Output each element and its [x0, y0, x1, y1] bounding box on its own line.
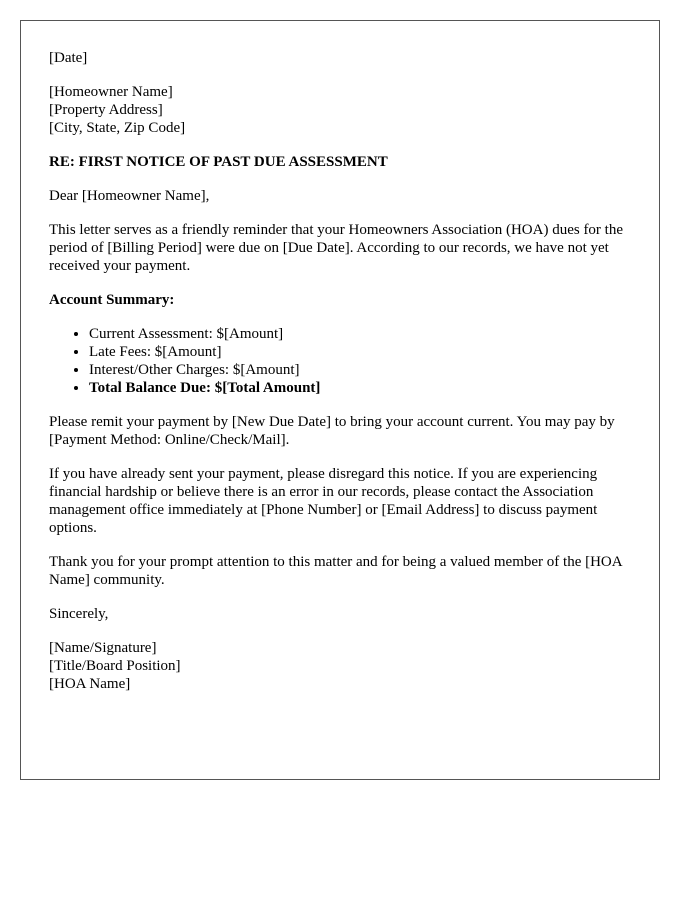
signature-title: [Title/Board Position]: [49, 658, 181, 674]
recipient-city: [City, State, Zip Code]: [49, 120, 186, 136]
intro-paragraph: This letter serves as a friendly reminder that your Homeowners Association (HOA) dues for the period of [Billing Period] were due on [Due Date]. According to our records, we have not yet received your payment.: [49, 222, 624, 274]
total-balance-item: • Total Balance Due: $[Total Amount]: [89, 379, 631, 397]
letter-date: [Date]: [49, 50, 88, 66]
signature-name: [Name/Signature]: [49, 640, 157, 656]
signature-org: [HOA Name]: [49, 676, 131, 692]
hardship-paragraph: If you have already sent your payment, please disregard this notice. If you are experiencing financial hardship or believe there is an error in our records, please contact the Association management office immediately at [Phone Number] or [Email Address] to discuss payment options.: [49, 466, 598, 536]
late-fees-item: • Late Fees: $[Amount]: [89, 343, 631, 361]
account-summary-heading: Account Summary:: [49, 292, 175, 308]
signature-block: [49, 639, 631, 693]
closing: Sincerely,: [49, 606, 109, 622]
subject-line: RE: FIRST NOTICE OF PAST DUE ASSESSMENT: [49, 154, 388, 170]
interest-charges-item: • Interest/Other Charges: $[Amount]: [89, 361, 631, 379]
salutation: Dear [Homeowner Name],: [49, 188, 210, 204]
thanks-paragraph: Thank you for your prompt attention to this matter and for being a valued member of the [HOA Name] community.: [49, 554, 622, 588]
remit-paragraph: Please remit your payment by [New Due Date] to bring your account current. You may pay by [Payment Method: Online/Check/Mail].: [49, 414, 615, 448]
account-summary-list: [49, 325, 631, 397]
letter-page: [20, 20, 660, 780]
recipient-street: [Property Address]: [49, 102, 163, 118]
current-assessment-item: • Current Assessment: $[Amount]: [89, 325, 631, 343]
recipient-name: [Homeowner Name]: [49, 84, 173, 100]
recipient-address: [49, 83, 631, 137]
